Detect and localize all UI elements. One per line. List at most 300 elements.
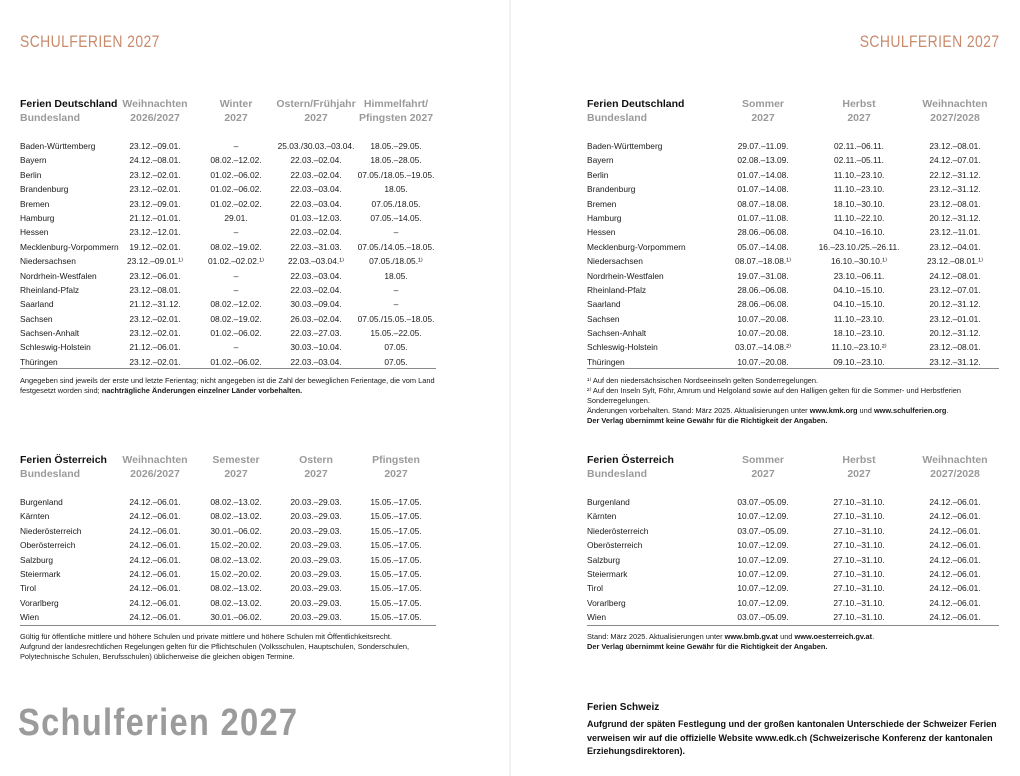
column-header <box>922 97 987 125</box>
table-row <box>20 326 440 340</box>
column-header-line2: 2027 <box>751 468 775 480</box>
table-row <box>20 240 440 254</box>
date-cell: 22.03.–03.04.¹⁾ <box>287 256 345 267</box>
date-cell: 23.12.–08.01. <box>929 141 981 151</box>
state-name: Saarland <box>20 299 54 310</box>
date-cell: 24.12.–06.01. <box>929 583 981 594</box>
date-cell: 18.10.–30.10. <box>833 198 885 209</box>
column-header <box>742 453 784 481</box>
date-cell: 20.03.–29.03. <box>290 583 342 594</box>
column-header <box>212 453 259 481</box>
switzerland-title: Ferien Schweiz <box>587 702 660 713</box>
date-cell: 30.01.–06.02. <box>210 612 262 623</box>
date-cell: 02.11.–06.11. <box>834 141 884 151</box>
date-cell: 15.05.–17.05. <box>370 540 422 551</box>
date-cell: 16.–23.10./25.–26.11. <box>818 241 900 252</box>
date-cell: 07.05./18.05.–19.05. <box>357 169 435 180</box>
date-cell: 07.05.–14.05. <box>370 212 422 223</box>
date-cell: 01.02.–06.02. <box>210 169 262 180</box>
date-cell: 24.12.–06.01. <box>129 497 181 507</box>
state-name: Vorarlberg <box>20 597 59 608</box>
column-header <box>220 97 253 125</box>
date-cell: 23.12.–07.01. <box>929 284 981 295</box>
table-header <box>587 97 1007 139</box>
state-name: Nordrhein-Westfalen <box>20 270 97 281</box>
column-header-line1: Ostern/Frühjahr <box>276 98 356 110</box>
date-cell: 08.02.–13.02. <box>210 583 262 594</box>
link-oesterreich[interactable]: www.oesterreich.gv.at <box>794 632 873 641</box>
state-name: Hessen <box>587 227 616 238</box>
date-cell: 11.10.–22.10. <box>833 212 885 223</box>
date-cell: 21.12.–06.01. <box>129 342 181 353</box>
table-row <box>587 283 1007 297</box>
divider <box>20 368 436 369</box>
date-cell: 20.03.–29.03. <box>290 597 342 608</box>
date-cell: 20.12.–31.12. <box>929 328 981 339</box>
column-header-line1: Ostern <box>299 454 333 466</box>
column-header-line2: 2027/2028 <box>930 468 980 480</box>
state-name: Saarland <box>587 299 621 310</box>
link-bmb[interactable]: www.bmb.gv.at <box>724 632 779 641</box>
column-header-line1: Sommer <box>741 98 785 110</box>
column-header-line2: 2027/2028 <box>930 112 980 124</box>
state-name: Schleswig-Holstein <box>587 342 658 353</box>
date-cell: 30.01.–06.02. <box>210 525 262 536</box>
state-name: Burgenland <box>587 497 630 507</box>
column-header <box>276 97 355 125</box>
date-cell: 01.07.–14.08. <box>737 169 789 180</box>
table-germany-part1 <box>20 97 440 369</box>
date-cell: 29.07.–11.09. <box>737 141 789 151</box>
state-name: Niederösterreich <box>587 525 649 536</box>
table-austria-part2 <box>587 453 1007 625</box>
column-header-line2: Pfingsten 2027 <box>358 112 434 124</box>
column-header-line2: 2027 <box>847 112 871 124</box>
date-cell: 01.03.–12.03. <box>290 212 342 223</box>
date-cell: 30.03.–10.04. <box>290 342 342 353</box>
footnote-2: ²⁾ Auf den Inseln Sylt, Föhr, Amrum und Helgoland sowie auf den Halligen gelten für die Sommer- und Herbstferien Sonderregelungen. <box>587 386 962 405</box>
column-header-line1: Herbst <box>842 98 876 110</box>
state-name: Sachsen <box>20 313 53 324</box>
date-cell: 25.03./30.03.–03.04. <box>277 141 355 151</box>
date-cell: 04.10.–16.10. <box>833 227 885 238</box>
state-name: Niederösterreich <box>20 525 82 536</box>
date-cell: – <box>393 227 399 238</box>
date-cell: 20.03.–29.03. <box>290 568 342 579</box>
column-header-line1: Winter <box>219 98 253 110</box>
date-cell: – <box>233 284 239 295</box>
date-cell: 23.12.–06.01. <box>129 270 181 281</box>
state-name: Nordrhein-Westfalen <box>587 270 664 281</box>
date-cell: 24.12.–06.01. <box>129 597 181 608</box>
table-row <box>20 139 440 153</box>
table-row <box>20 168 440 182</box>
column-header <box>299 453 333 481</box>
table-row <box>20 509 440 523</box>
column-header-line1: Pfingsten <box>372 454 420 466</box>
table-row <box>20 283 440 297</box>
date-cell: 01.02.–02.02. <box>210 198 262 209</box>
date-cell: 22.03.–02.04. <box>290 227 342 238</box>
table-row <box>587 211 1007 225</box>
date-cell: 22.03.–02.04. <box>290 155 342 166</box>
date-cell: 22.03.–02.04. <box>290 284 342 295</box>
state-name: Bayern <box>20 155 47 166</box>
state-name: Kärnten <box>587 511 617 522</box>
date-cell: 15.02.–20.02. <box>210 540 262 551</box>
date-cell: 19.07.–31.08. <box>737 270 789 281</box>
date-cell: 15.02.–20.02. <box>210 568 262 579</box>
date-cell: 30.03.–09.04. <box>290 299 342 310</box>
date-cell: 24.12.–06.01. <box>129 540 181 551</box>
switzerland-text: Aufgrund der späten Festlegung und der großen kantonalen Unterschiede der Schweizer Ferien verweisen wir auf die offizielle Website www.edk.ch (Schweizerische Konferenz der kantonalen Erziehungsdirektoren). <box>587 719 997 756</box>
state-name: Sachsen-Anhalt <box>587 328 647 339</box>
date-cell: 11.10.–23.10.²⁾ <box>831 342 887 353</box>
table-row <box>20 524 440 538</box>
date-cell: 27.10.–31.10. <box>833 540 885 551</box>
germany-footnotes <box>587 376 1007 426</box>
state-name: Salzburg <box>20 554 54 565</box>
date-cell: 27.10.–31.10. <box>833 511 885 522</box>
date-cell: 15.05.–17.05. <box>370 511 422 522</box>
table-row <box>587 182 1007 196</box>
link-schulferien[interactable]: www.schulferien.org <box>873 406 947 415</box>
table-row <box>20 197 440 211</box>
table-row <box>20 211 440 225</box>
state-name: Sachsen-Anhalt <box>20 328 80 339</box>
table-title: Ferien Deutschland <box>587 98 685 110</box>
date-cell: 01.02.–06.02. <box>210 356 262 367</box>
state-name: Hamburg <box>587 212 622 223</box>
date-cell: 15.05.–17.05. <box>370 497 422 507</box>
date-cell: 03.07.–05.09. <box>737 497 789 507</box>
date-cell: 03.07.–05.09. <box>737 525 789 536</box>
table-subtitle: Bundesland <box>20 468 81 480</box>
date-cell: 23.12.–08.01. <box>929 342 981 353</box>
date-cell: 23.12.–02.01. <box>129 184 181 195</box>
date-cell: 24.12.–08.01. <box>129 155 181 166</box>
state-name: Thüringen <box>20 356 58 367</box>
date-cell: 08.02.–13.02. <box>210 597 262 608</box>
date-cell: 27.10.–31.10. <box>833 568 885 579</box>
column-header <box>359 97 433 125</box>
column-header <box>742 97 784 125</box>
table-row <box>20 297 440 311</box>
date-cell: – <box>233 227 239 238</box>
date-cell: 20.03.–29.03. <box>290 497 342 507</box>
table-row <box>20 269 440 283</box>
date-cell: 08.02.–13.02. <box>210 554 262 565</box>
state-name: Wien <box>587 612 607 623</box>
table-title: Ferien Österreich <box>20 454 107 466</box>
column-header <box>122 453 187 481</box>
date-cell: 24.12.–06.01. <box>129 612 181 623</box>
date-cell: 24.12.–06.01. <box>929 497 981 507</box>
date-cell: 23.12.–08.01.¹⁾ <box>926 256 984 267</box>
date-cell: 22.12.–31.12. <box>929 169 981 180</box>
table-row <box>587 567 1007 581</box>
table-row <box>20 596 440 610</box>
state-name: Thüringen <box>587 356 625 367</box>
date-cell: 08.02.–19.02. <box>210 241 262 252</box>
table-row <box>20 538 440 552</box>
state-name: Hamburg <box>20 212 55 223</box>
footnote-1: ¹⁾ Auf den niedersächsischen Nordseeinseln gelten Sonderregelungen. <box>587 376 819 385</box>
date-cell: 24.12.–06.01. <box>129 511 181 522</box>
date-cell: 04.10.–15.10. <box>833 284 885 295</box>
table-title: Ferien Österreich <box>587 454 674 466</box>
date-cell: 23.12.–08.01. <box>129 284 181 295</box>
date-cell: 03.07.–05.09. <box>737 612 789 623</box>
link-kmk[interactable]: www.kmk.org <box>809 406 858 415</box>
state-name: Kärnten <box>20 511 50 522</box>
table-row <box>587 269 1007 283</box>
column-header-line1: Weihnachten <box>122 454 188 466</box>
date-cell: 22.03.–27.03. <box>290 328 342 339</box>
date-cell: 24.12.–06.01. <box>929 525 981 536</box>
state-name: Niedersachsen <box>587 256 643 267</box>
date-cell: 18.05.–28.05. <box>370 155 422 166</box>
table-subtitle: Bundesland <box>20 112 81 124</box>
page-header-right: SCHULFERIEN 2027 <box>860 32 1000 51</box>
state-name: Salzburg <box>587 554 621 565</box>
state-name: Burgenland <box>20 497 63 507</box>
date-cell: 11.10.–23.10. <box>833 169 885 180</box>
disclaimer: Der Verlag übernimmt keine Gewähr für die Richtigkeit der Angaben. <box>587 416 828 425</box>
table-header <box>587 453 1007 495</box>
date-cell: 21.12.–01.01. <box>129 212 181 223</box>
table-subtitle: Bundesland <box>587 468 648 480</box>
page-header-left: SCHULFERIEN 2027 <box>20 32 160 51</box>
date-cell: 02.08.–13.09. <box>737 155 789 166</box>
table-row <box>587 610 1007 624</box>
table-row <box>587 153 1007 167</box>
table-header <box>20 453 440 495</box>
date-cell: 01.07.–14.08. <box>737 184 789 195</box>
date-cell: 23.12.–04.01. <box>929 241 981 252</box>
date-cell: – <box>233 342 239 353</box>
column-header <box>842 97 875 125</box>
date-cell: 08.02.–13.02. <box>210 497 262 507</box>
table-row <box>587 168 1007 182</box>
date-cell: 21.12.–31.12. <box>129 299 181 310</box>
date-cell: 23.12.–02.01. <box>129 328 181 339</box>
date-cell: 20.12.–31.12. <box>929 212 981 223</box>
column-header-line1: Himmelfahrt/ <box>363 98 429 110</box>
date-cell: 24.12.–06.01. <box>129 583 181 594</box>
date-cell: 19.12.–02.01. <box>129 241 181 252</box>
date-cell: 22.03.–03.04. <box>290 270 342 281</box>
austria-note: Gültig für öffentliche mittlere und höhere Schulen und private mittlere und höhere Schulen mit Öffentlichkeitsrecht. Aufgrund der landesrechtlichen Regelungen gelten für die Pflichtschulen (Volksschulen, Hauptschulen, Sonderschulen, Polytechnische Schulen, Berufsschulen) üblicherweise die gleichen obigen Termine. <box>20 632 410 661</box>
column-header <box>372 453 420 481</box>
state-name: Berlin <box>20 169 42 180</box>
date-cell: 10.07.–12.09. <box>737 554 789 565</box>
date-cell: 23.12.–02.01. <box>129 356 181 367</box>
date-cell: 28.06.–06.08. <box>737 227 789 238</box>
date-cell: 22.03.–03.04. <box>290 356 342 367</box>
date-cell: 10.07.–20.08. <box>737 313 789 324</box>
state-name: Sachsen <box>587 313 620 324</box>
state-name: Baden-Württemberg <box>20 141 96 151</box>
column-header-line2: 2027 <box>751 112 775 124</box>
state-name: Tirol <box>20 583 36 594</box>
date-cell: 23.10.–06.11. <box>833 270 885 281</box>
table-row <box>20 225 440 239</box>
state-name: Wien <box>20 612 40 623</box>
state-name: Oberösterreich <box>587 540 643 551</box>
date-cell: 28.06.–06.08. <box>737 284 789 295</box>
date-cell: 10.07.–12.09. <box>737 568 789 579</box>
date-cell: 27.10.–31.10. <box>833 583 885 594</box>
table-row <box>587 197 1007 211</box>
date-cell: 27.10.–31.10. <box>833 525 885 536</box>
date-cell: 03.07.–14.08.²⁾ <box>734 342 792 353</box>
divider <box>20 625 436 626</box>
table-row <box>587 340 1007 354</box>
date-cell: 18.05. <box>384 184 408 195</box>
date-cell: 26.03.–02.04. <box>290 313 342 324</box>
column-header-line2: 2027 <box>304 468 328 480</box>
date-cell: – <box>233 141 239 151</box>
date-cell: 27.10.–31.10. <box>833 554 885 565</box>
date-cell: 05.07.–14.08. <box>737 241 789 252</box>
date-cell: 08.02.–12.02. <box>210 299 262 310</box>
date-cell: 23.12.–09.01.¹⁾ <box>126 256 184 267</box>
state-name: Brandenburg <box>20 184 69 195</box>
page-gutter <box>509 0 511 776</box>
date-cell: 24.12.–06.01. <box>929 554 981 565</box>
date-cell: 24.12.–06.01. <box>929 540 981 551</box>
table-row <box>587 225 1007 239</box>
date-cell: 15.05.–17.05. <box>370 583 422 594</box>
column-header-line2: 2026/2027 <box>130 112 180 124</box>
table-row <box>20 581 440 595</box>
state-name: Hessen <box>20 227 49 238</box>
date-cell: 07.05./15.05.–18.05. <box>357 313 435 324</box>
date-cell: 24.12.–06.01. <box>929 511 981 522</box>
table-germany-part2 <box>587 97 1007 369</box>
date-cell: 07.05./18.05. <box>371 198 421 209</box>
table-row <box>587 596 1007 610</box>
column-header-line2: 2027 <box>847 468 871 480</box>
date-cell: 01.02.–06.02. <box>210 328 262 339</box>
column-header-line1: Sommer <box>741 454 785 466</box>
state-name: Vorarlberg <box>587 597 626 608</box>
date-cell: 27.10.–31.10. <box>833 612 885 623</box>
state-name: Niedersachsen <box>20 256 76 267</box>
date-cell: 20.03.–29.03. <box>290 540 342 551</box>
state-name: Bremen <box>20 198 50 209</box>
date-cell: 24.12.–06.01. <box>129 568 181 579</box>
column-header-line2: 2027 <box>224 468 248 480</box>
date-cell: 04.10.–15.10. <box>833 299 885 310</box>
column-header-line1: Semester <box>212 454 260 466</box>
date-cell: 08.02.–13.02. <box>210 511 262 522</box>
date-cell: 08.02.–19.02. <box>210 313 262 324</box>
table-row <box>587 326 1007 340</box>
date-cell: 15.05.–17.05. <box>370 612 422 623</box>
update-note: Änderungen vorbehalten. Stand: März 2025. Aktualisierungen unter www.kmk.org und www.schulferien.org. <box>587 406 949 415</box>
date-cell: 24.12.–06.01. <box>929 597 981 608</box>
column-header-line2: 2027 <box>384 468 408 480</box>
state-name: Rheinland-Pfalz <box>20 284 80 295</box>
state-name: Berlin <box>587 169 609 180</box>
date-cell: 22.03.–31.03. <box>290 241 342 252</box>
table-austria-part1 <box>20 453 440 625</box>
table-row <box>587 297 1007 311</box>
table-row <box>20 254 440 268</box>
date-cell: 22.03.–03.04. <box>290 184 342 195</box>
state-name: Mecklenburg-Vorpommern <box>20 241 119 252</box>
date-cell: 20.03.–29.03. <box>290 612 342 623</box>
date-cell: 23.12.–08.01. <box>929 198 981 209</box>
column-header-line2: 2027 <box>304 112 328 124</box>
state-name: Oberösterreich <box>20 540 76 551</box>
date-cell: 08.07.–18.08.¹⁾ <box>734 256 792 267</box>
table-row <box>587 581 1007 595</box>
date-cell: 10.07.–12.09. <box>737 583 789 594</box>
date-cell: 20.03.–29.03. <box>290 554 342 565</box>
date-cell: 15.05.–17.05. <box>370 597 422 608</box>
date-cell: 20.03.–29.03. <box>290 511 342 522</box>
date-cell: 27.10.–31.10. <box>833 597 885 608</box>
state-name: Baden-Württemberg <box>587 141 663 151</box>
date-cell: 22.03.–02.04. <box>290 169 342 180</box>
table-row <box>20 153 440 167</box>
table-row <box>20 553 440 567</box>
date-cell: 07.05. <box>384 342 408 353</box>
table-row <box>20 182 440 196</box>
date-cell: 23.12.–31.12. <box>929 184 981 195</box>
column-header <box>122 97 187 125</box>
date-cell: 15.05.–17.05. <box>370 568 422 579</box>
date-cell: 23.12.–09.01. <box>129 141 181 151</box>
austria-update-note: Stand: März 2025. Aktualisierungen unter www.bmb.gv.at und www.oesterreich.gv.at. Der Verlag übernimmt keine Gewähr für die Richtigkeit der Angaben. <box>587 632 875 651</box>
date-cell: 23.12.–09.01. <box>129 198 181 209</box>
date-cell: 23.12.–02.01. <box>129 169 181 180</box>
date-cell: 16.10.–30.10.¹⁾ <box>830 256 888 267</box>
column-header <box>922 453 987 481</box>
date-cell: 29.01. <box>224 212 248 223</box>
state-name: Rheinland-Pfalz <box>587 284 647 295</box>
table-row <box>587 495 1007 509</box>
table-row <box>587 254 1007 268</box>
column-header <box>842 453 875 481</box>
date-cell: 15.05.–17.05. <box>370 525 422 536</box>
germany-note: Angegeben sind jeweils der erste und letzte Ferientag; nicht angegeben ist die Zahl der beweglichen Ferientage, die vom Land festgesetzt worden sind; nachträgliche Änderungen einzelner Länder vorbehalten. <box>20 376 435 395</box>
date-cell: 24.12.–06.01. <box>129 554 181 565</box>
column-header-line1: Weihnachten <box>922 454 988 466</box>
date-cell: 07.05./18.05.¹⁾ <box>369 256 423 267</box>
column-header-line1: Weihnachten <box>922 98 988 110</box>
date-cell: 10.07.–20.08. <box>737 328 789 339</box>
date-cell: 24.12.–07.01. <box>929 155 981 166</box>
date-cell: – <box>233 270 239 281</box>
date-cell: 08.07.–18.08. <box>737 198 789 209</box>
table-row <box>20 312 440 326</box>
table-row <box>587 524 1007 538</box>
date-cell: 10.07.–20.08. <box>737 356 789 367</box>
date-cell: 01.02.–06.02. <box>210 184 262 195</box>
state-name: Steiermark <box>587 568 628 579</box>
date-cell: 23.12.–12.01. <box>129 227 181 238</box>
table-subtitle: Bundesland <box>587 112 648 124</box>
date-cell: – <box>393 299 399 310</box>
date-cell: 01.07.–11.08. <box>737 212 789 223</box>
table-row <box>20 340 440 354</box>
column-header-line1: Herbst <box>842 454 876 466</box>
date-cell: 18.05. <box>384 270 408 281</box>
